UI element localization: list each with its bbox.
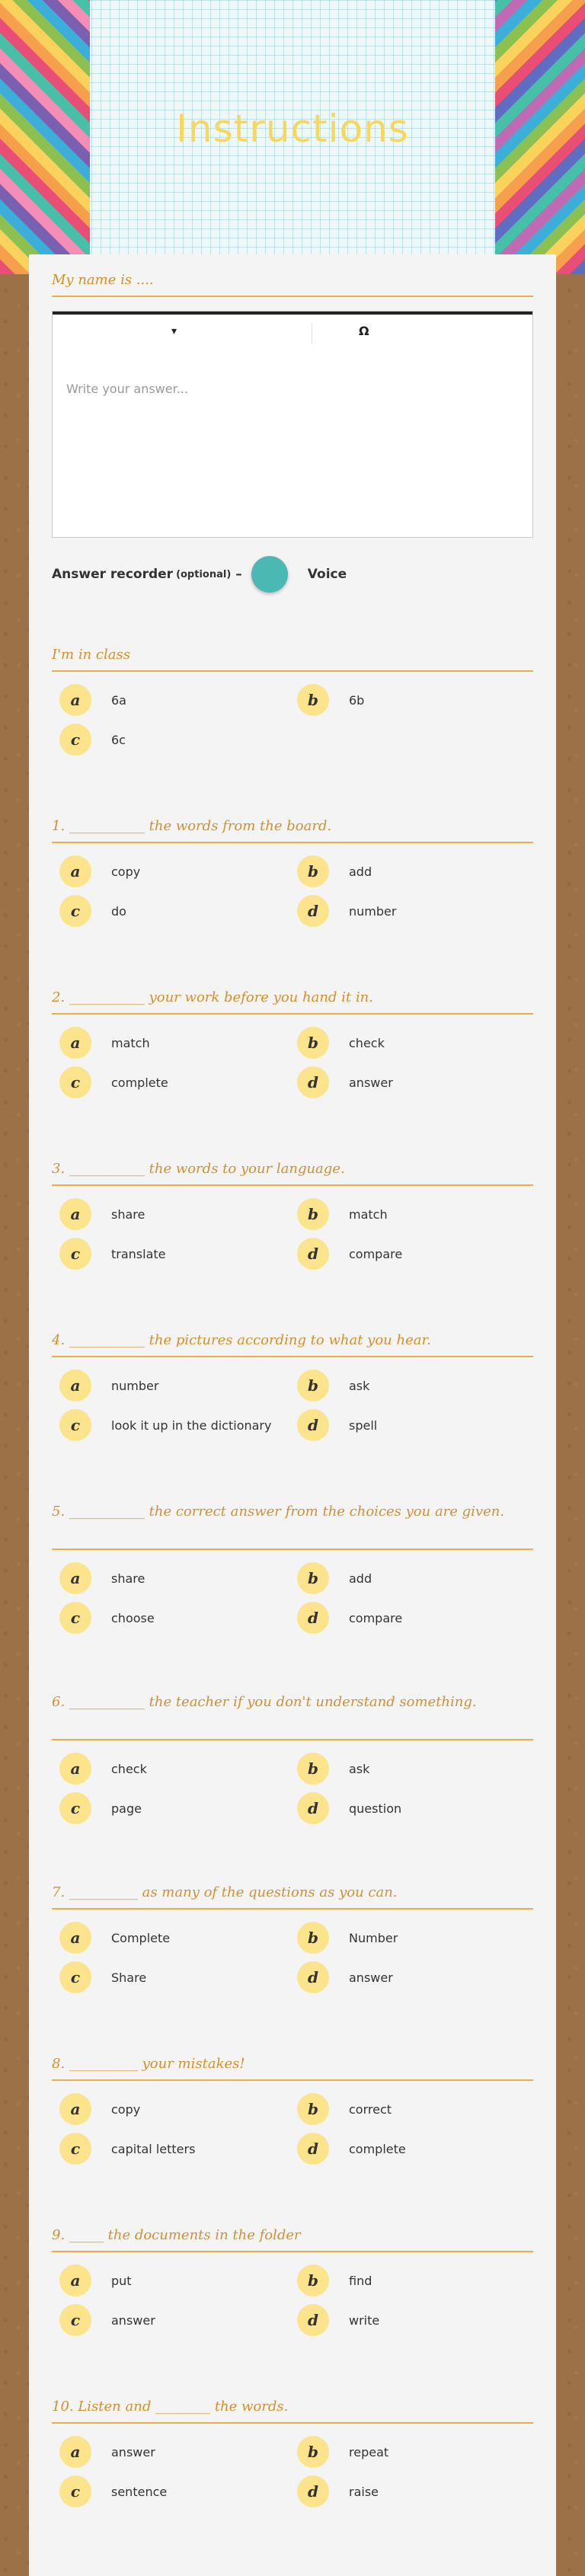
option-d[interactable] bbox=[297, 2475, 379, 2507]
option-c[interactable] bbox=[59, 1961, 146, 1993]
option-a[interactable] bbox=[59, 2436, 155, 2468]
option-letter-badge: c bbox=[59, 724, 91, 756]
option-label: look it up in the dictionary bbox=[111, 1417, 272, 1433]
question-1-title: 1. ___________ the words from the board. bbox=[52, 818, 332, 834]
option-letter-badge: b bbox=[297, 2264, 329, 2296]
option-letter-badge: a bbox=[59, 1198, 91, 1230]
option-letter-badge: c bbox=[59, 2133, 91, 2165]
page-header bbox=[0, 0, 585, 274]
option-label: match bbox=[349, 1207, 388, 1222]
question-7-title: 7. __________ as many of the questions as you can. bbox=[52, 1884, 398, 1900]
option-a[interactable] bbox=[59, 1198, 145, 1230]
option-letter-badge: a bbox=[59, 855, 91, 887]
option-letter-badge: d bbox=[297, 895, 329, 927]
option-d[interactable] bbox=[297, 1066, 393, 1098]
chevron-pattern-right bbox=[495, 0, 585, 274]
option-label: do bbox=[111, 903, 126, 919]
option-d[interactable] bbox=[297, 1238, 402, 1270]
option-letter-badge: c bbox=[59, 1602, 91, 1634]
option-label: add bbox=[349, 864, 372, 879]
option-letter-badge: a bbox=[59, 2264, 91, 2296]
option-label: choose bbox=[111, 1610, 155, 1625]
option-label: Share bbox=[111, 1970, 147, 1985]
question-8-title: 8. __________ your mistakes! bbox=[52, 2056, 245, 2072]
option-label: 6a bbox=[111, 692, 126, 708]
worksheet-card bbox=[29, 254, 556, 2576]
option-d[interactable] bbox=[297, 1961, 393, 1993]
option-label: correct bbox=[349, 2101, 392, 2117]
option-letter-badge: d bbox=[297, 1238, 329, 1270]
option-b[interactable] bbox=[297, 2436, 388, 2468]
name-section-title: My name is .... bbox=[52, 272, 154, 288]
option-letter-badge: b bbox=[297, 855, 329, 887]
option-label: share bbox=[111, 1571, 145, 1586]
option-b[interactable] bbox=[297, 2264, 372, 2296]
section-divider bbox=[52, 2422, 533, 2424]
option-letter-badge: d bbox=[297, 1961, 329, 1993]
option-letter-badge: d bbox=[297, 2133, 329, 2165]
option-letter-badge: c bbox=[59, 1238, 91, 1270]
recorder-label: Answer recorder bbox=[52, 567, 174, 582]
option-letter-badge: c bbox=[59, 2304, 91, 2336]
option-a[interactable] bbox=[59, 1753, 147, 1785]
question-2-title: 2. ___________ your work before you hand it in. bbox=[52, 989, 373, 1005]
option-label: translate bbox=[111, 1246, 166, 1261]
section-divider bbox=[52, 1184, 533, 1186]
option-label: spell bbox=[349, 1417, 378, 1433]
option-b[interactable] bbox=[297, 1753, 369, 1785]
option-letter-badge: c bbox=[59, 1961, 91, 1993]
option-label: find bbox=[349, 2273, 372, 2288]
option-a[interactable] bbox=[59, 2093, 140, 2125]
option-letter-badge: a bbox=[59, 2436, 91, 2468]
option-label: match bbox=[111, 1035, 150, 1050]
section-divider bbox=[52, 1013, 533, 1015]
chevron-pattern-left bbox=[0, 0, 90, 274]
option-letter-badge: d bbox=[297, 1792, 329, 1824]
editor-toolbar bbox=[53, 312, 532, 370]
name-answer-input[interactable] bbox=[53, 369, 532, 537]
option-c[interactable] bbox=[59, 2133, 195, 2165]
option-c[interactable] bbox=[59, 724, 126, 756]
option-letter-badge: b bbox=[297, 1369, 329, 1401]
option-d[interactable] bbox=[297, 895, 396, 927]
option-letter-badge: b bbox=[297, 1562, 329, 1594]
option-letter-badge: b bbox=[297, 2436, 329, 2468]
question-6-title: 6. ___________ the teacher if you don't understand something. bbox=[52, 1694, 477, 1710]
option-letter-badge: d bbox=[297, 1409, 329, 1441]
option-label: repeat bbox=[349, 2444, 389, 2459]
option-a[interactable] bbox=[59, 1369, 158, 1401]
option-label: compare bbox=[349, 1246, 403, 1261]
option-c[interactable] bbox=[59, 1238, 166, 1270]
option-label: put bbox=[111, 2273, 132, 2288]
option-label: question bbox=[349, 1801, 402, 1816]
question-5-title: 5. ___________ the correct answer from the choices you are given. bbox=[52, 1504, 505, 1520]
option-c[interactable] bbox=[59, 1066, 168, 1098]
section-divider bbox=[52, 1356, 533, 1357]
option-b[interactable] bbox=[297, 855, 372, 887]
section-divider bbox=[52, 670, 533, 672]
section-divider bbox=[52, 2251, 533, 2252]
option-label: copy bbox=[111, 2101, 141, 2117]
option-b[interactable] bbox=[297, 1027, 385, 1059]
option-label: complete bbox=[349, 2141, 406, 2156]
option-d[interactable] bbox=[297, 2133, 406, 2165]
option-a[interactable] bbox=[59, 684, 126, 716]
option-letter-badge: d bbox=[297, 2304, 329, 2336]
option-label: ask bbox=[349, 1378, 370, 1393]
option-c[interactable] bbox=[59, 2304, 155, 2336]
option-label: capital letters bbox=[111, 2141, 196, 2156]
option-b[interactable] bbox=[297, 1922, 398, 1954]
option-label: write bbox=[349, 2312, 380, 2328]
option-letter-badge: a bbox=[59, 684, 91, 716]
option-letter-badge: d bbox=[297, 1602, 329, 1634]
option-c[interactable] bbox=[59, 2475, 167, 2507]
option-letter-badge: b bbox=[297, 2093, 329, 2125]
option-letter-badge: b bbox=[297, 1753, 329, 1785]
question-10-title: 10. Listen and ________ the words. bbox=[52, 2399, 289, 2415]
option-label: check bbox=[349, 1035, 385, 1050]
option-label: share bbox=[111, 1207, 145, 1222]
option-a[interactable] bbox=[59, 855, 140, 887]
option-letter-badge: a bbox=[59, 1922, 91, 1954]
section-divider bbox=[52, 296, 533, 297]
option-label: ask bbox=[349, 1761, 370, 1776]
section-divider bbox=[52, 1548, 533, 1550]
option-a[interactable] bbox=[59, 1922, 170, 1954]
option-letter-badge: c bbox=[59, 895, 91, 927]
option-label: page bbox=[111, 1801, 142, 1816]
option-label: Number bbox=[349, 1930, 398, 1945]
option-b[interactable] bbox=[297, 1562, 372, 1594]
option-d[interactable] bbox=[297, 2304, 379, 2336]
answer-recorder bbox=[52, 556, 347, 593]
recorder-dash: – bbox=[235, 567, 242, 582]
option-letter-badge: c bbox=[59, 2475, 91, 2507]
option-label: check bbox=[111, 1761, 147, 1776]
option-label: complete bbox=[111, 1075, 168, 1090]
option-b[interactable] bbox=[297, 2093, 392, 2125]
voice-record-button[interactable] bbox=[251, 556, 288, 593]
option-label: Complete bbox=[111, 1930, 171, 1945]
recorder-optional-label: (optional) bbox=[176, 568, 232, 580]
section-divider bbox=[52, 1739, 533, 1740]
option-label: answer bbox=[111, 2444, 155, 2459]
option-a[interactable] bbox=[59, 2264, 132, 2296]
option-letter-badge: a bbox=[59, 1027, 91, 1059]
option-label: raise bbox=[349, 2484, 379, 2499]
option-c[interactable] bbox=[59, 895, 126, 927]
format-dropdown-icon[interactable]: ▾ bbox=[171, 325, 177, 337]
option-label: number bbox=[111, 1378, 159, 1393]
option-label: number bbox=[349, 903, 397, 919]
voice-label: Voice bbox=[307, 567, 347, 582]
option-label: 6c bbox=[111, 732, 126, 747]
option-letter-badge: d bbox=[297, 1066, 329, 1098]
option-letter-badge: c bbox=[59, 1409, 91, 1441]
question-9-title: 9. _____ the documents in the folder bbox=[52, 2227, 301, 2243]
option-letter-badge: a bbox=[59, 1753, 91, 1785]
option-a[interactable] bbox=[59, 1562, 145, 1594]
option-c[interactable] bbox=[59, 1792, 142, 1824]
answer-editor bbox=[52, 311, 533, 538]
option-letter-badge: c bbox=[59, 1066, 91, 1098]
option-label: answer bbox=[349, 1075, 393, 1090]
option-letter-badge: d bbox=[297, 2475, 329, 2507]
section-divider bbox=[52, 842, 533, 843]
option-letter-badge: c bbox=[59, 1792, 91, 1824]
page-title: Instructions bbox=[176, 107, 409, 151]
option-c[interactable] bbox=[59, 1602, 155, 1634]
option-letter-badge: b bbox=[297, 684, 329, 716]
option-d[interactable] bbox=[297, 1409, 377, 1441]
option-d[interactable] bbox=[297, 1602, 402, 1634]
option-label: add bbox=[349, 1571, 372, 1586]
special-character-icon[interactable]: Ω bbox=[359, 324, 369, 338]
option-label: 6b bbox=[349, 692, 365, 708]
option-letter-badge: a bbox=[59, 1369, 91, 1401]
question-4-title: 4. ___________ the pictures according to what you hear. bbox=[52, 1332, 431, 1348]
option-label: compare bbox=[349, 1610, 403, 1625]
option-letter-badge: a bbox=[59, 1562, 91, 1594]
question-3-title: 3. ___________ the words to your language. bbox=[52, 1161, 345, 1177]
option-label: answer bbox=[349, 1970, 393, 1985]
section-divider bbox=[52, 1908, 533, 1910]
option-c[interactable] bbox=[59, 1409, 271, 1441]
section-divider bbox=[52, 2079, 533, 2081]
option-b[interactable] bbox=[297, 1369, 369, 1401]
option-label: copy bbox=[111, 864, 141, 879]
option-letter-badge: b bbox=[297, 1198, 329, 1230]
option-letter-badge: b bbox=[297, 1027, 329, 1059]
option-label: answer bbox=[111, 2312, 155, 2328]
option-b[interactable] bbox=[297, 684, 364, 716]
option-letter-badge: a bbox=[59, 2093, 91, 2125]
question-0-title: I'm in class bbox=[52, 647, 130, 663]
option-label: sentence bbox=[111, 2484, 168, 2499]
option-d[interactable] bbox=[297, 1792, 401, 1824]
option-letter-badge: b bbox=[297, 1922, 329, 1954]
option-a[interactable] bbox=[59, 1027, 150, 1059]
option-b[interactable] bbox=[297, 1198, 388, 1230]
